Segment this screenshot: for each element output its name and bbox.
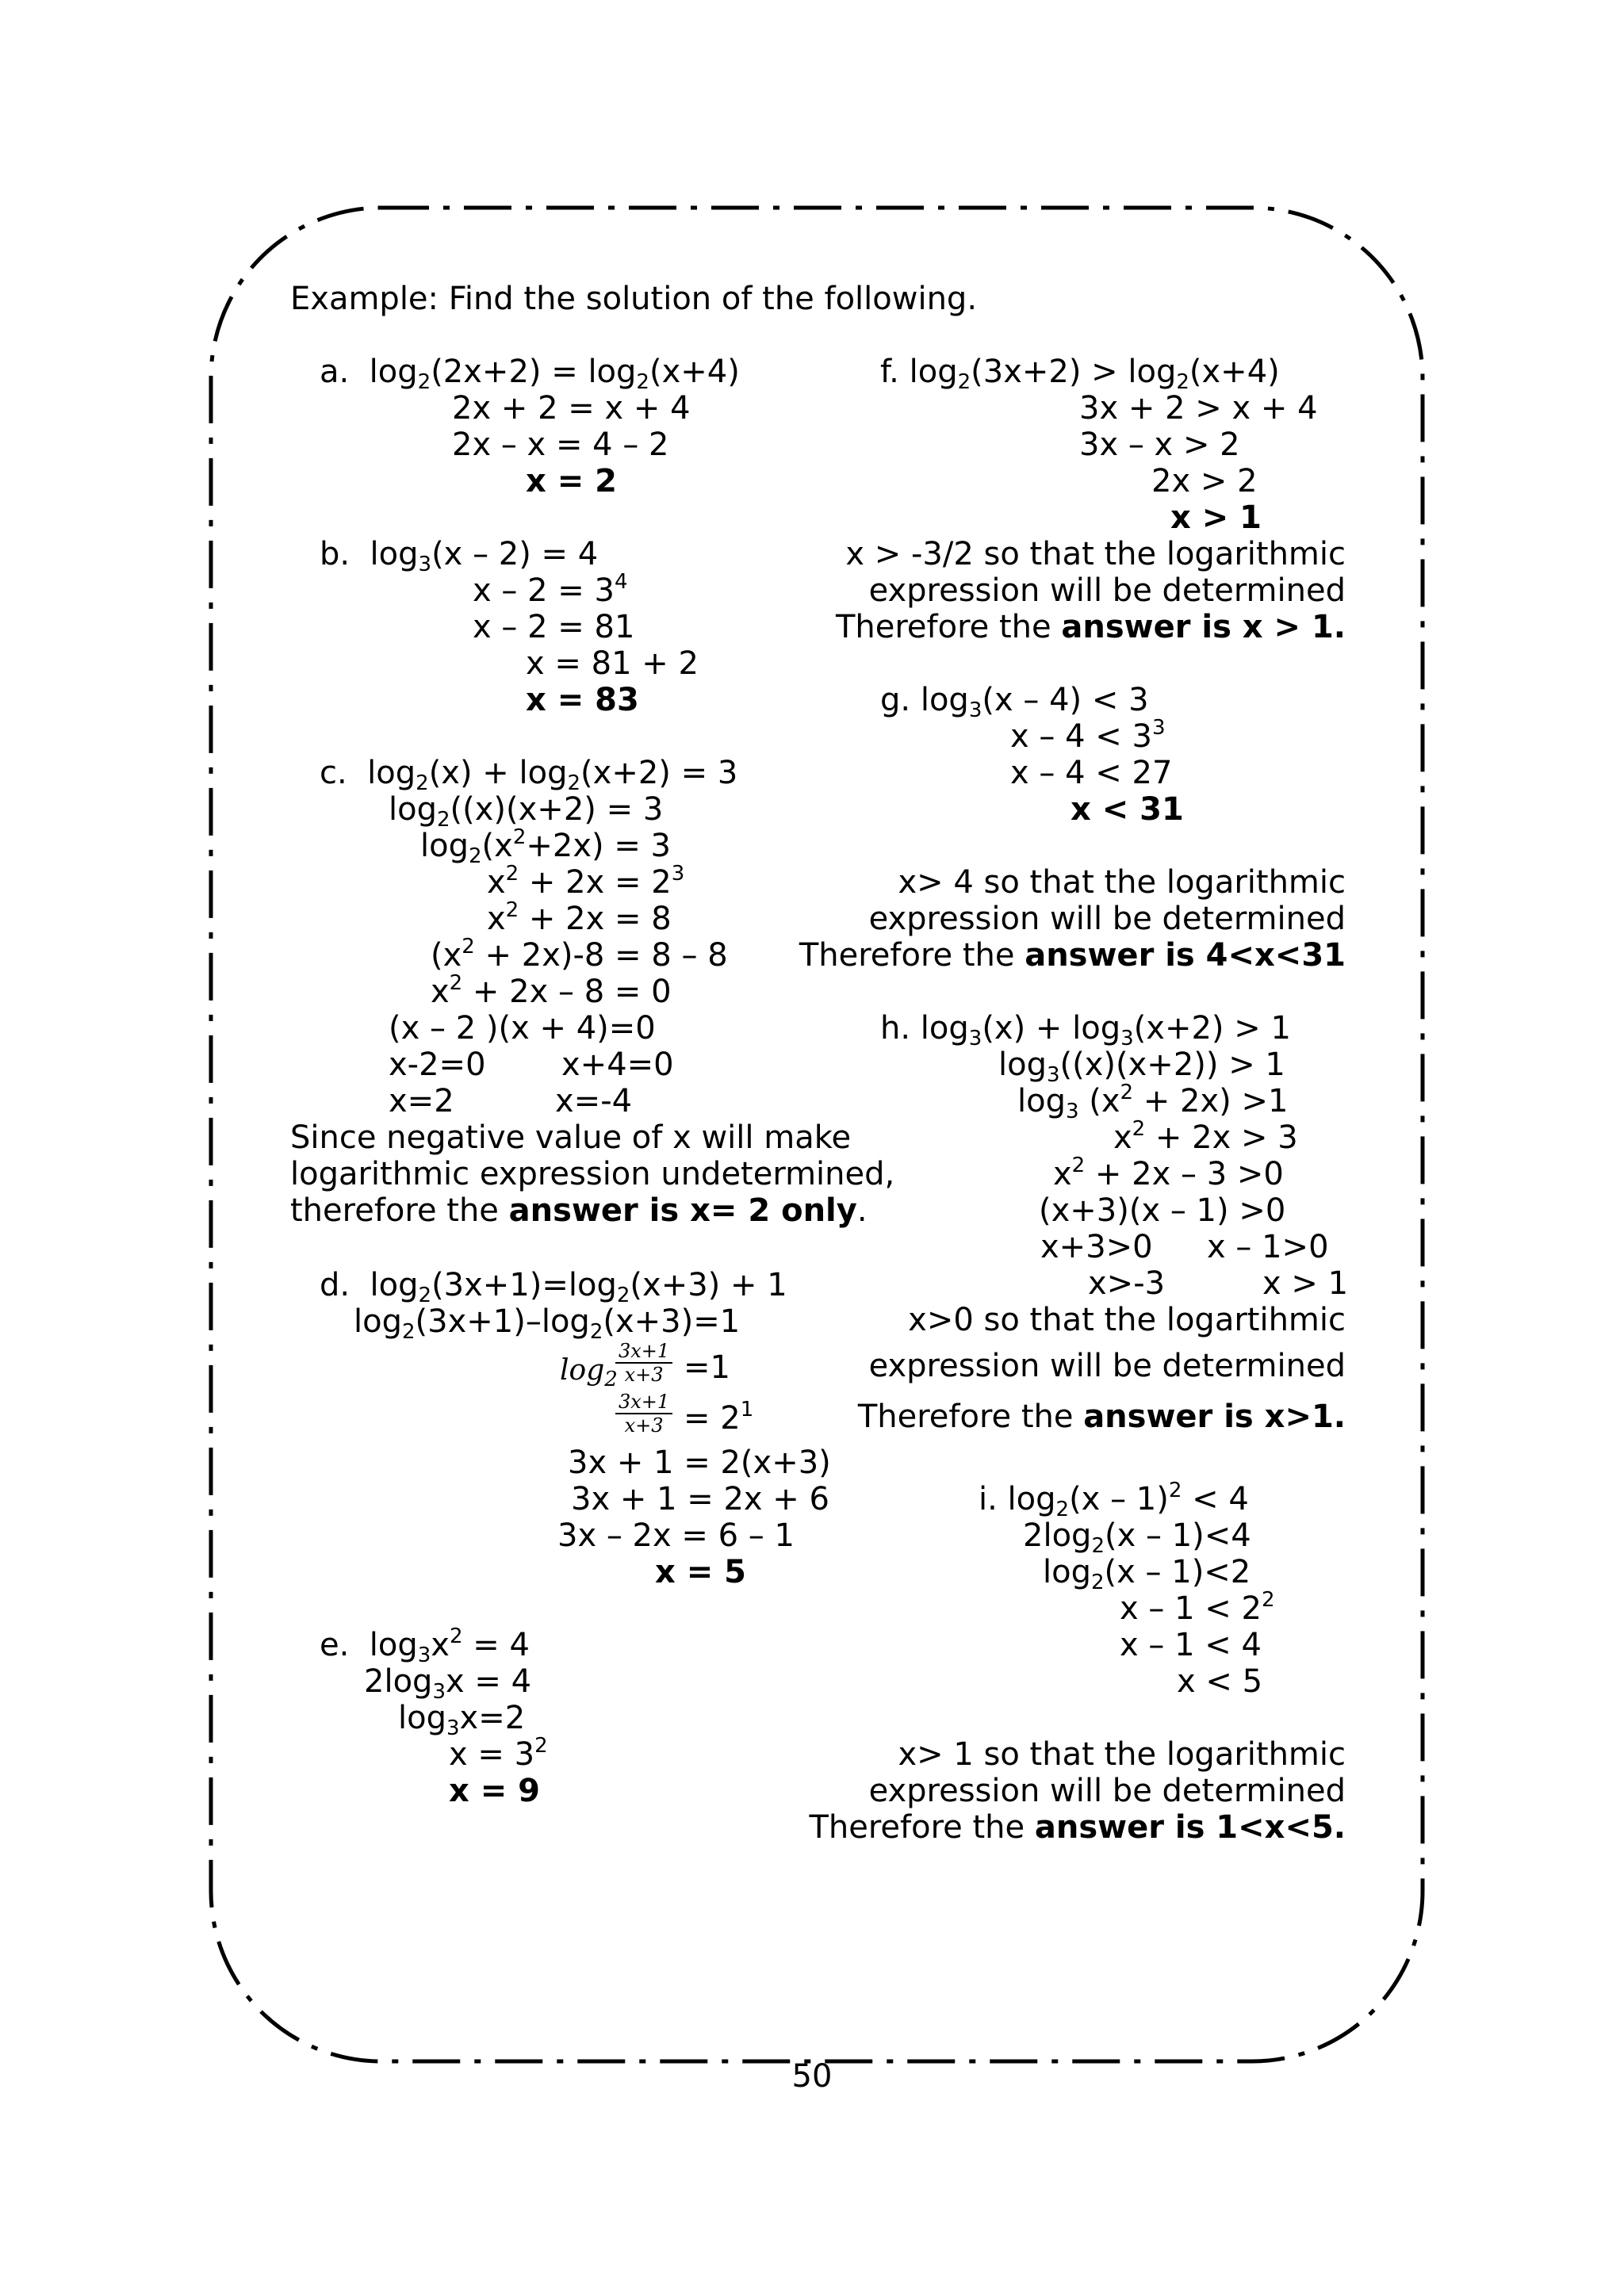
problem-h-step: x – 1>0 xyxy=(1207,1229,1329,1265)
problem-a-step: 2x – x = 4 – 2 xyxy=(452,427,669,463)
problem-h-note: expression will be determined xyxy=(868,1348,1346,1384)
problem-e-step: $\log_3x=2$ xyxy=(398,1700,526,1740)
problem-a-statement: a. $\log_2(2x+2) = \log_2(x+4)$ xyxy=(320,354,740,394)
problem-i-note: x> 1 so that the logarithmic xyxy=(898,1736,1346,1773)
problem-h-conclusion: Therefore the answer is x>1. xyxy=(857,1399,1346,1435)
problem-g-step: x – 4 < 27 xyxy=(1010,755,1173,791)
problem-d-fraction: $\frac{3x+1}{x+3}$ xyxy=(615,1391,672,1437)
problem-c-conclusion: therefore the answer is x= 2 only. xyxy=(290,1192,868,1229)
problem-h-step: x>-3 xyxy=(1088,1265,1166,1302)
problem-d-fraction: $\frac{3x+1}{x+3}$ xyxy=(615,1340,672,1386)
problem-c-step: $x^2 + 2x = 2^3$ xyxy=(487,862,685,901)
problem-d-step: =1 xyxy=(684,1349,730,1386)
problem-d-step: 3x + 1 = 2x + 6 xyxy=(571,1481,829,1517)
problem-b-step: x = 81 + 2 xyxy=(526,645,699,682)
problem-h-statement: h. $\log_3(x) + \log_3(x+2) > 1$ xyxy=(880,1010,1291,1050)
problem-f-conclusion: Therefore the answer is x > 1. xyxy=(835,609,1346,645)
problem-g-step: $x - 4 < 3^3$ xyxy=(1010,716,1166,755)
problem-a-answer: x = 2 xyxy=(526,463,617,499)
problem-f-note: expression will be determined xyxy=(868,572,1346,609)
problem-c-step: $(x^2 + 2x)-8 = 8 - 8$ xyxy=(431,935,728,974)
problem-c-step: x=-4 xyxy=(555,1083,633,1119)
problem-d-step: = $2^1$ xyxy=(684,1398,754,1437)
problem-g-note: x> 4 so that the logarithmic xyxy=(898,864,1346,901)
problem-c-note: logarithmic expression undetermined, xyxy=(290,1156,895,1192)
problem-c-step: (x – 2 )(x + 4)=0 xyxy=(389,1010,656,1047)
problem-c-step: $x^2 + 2x = 8$ xyxy=(487,898,672,937)
problem-h-step: $\log_3((x)(x+2)) > 1$ xyxy=(998,1047,1285,1087)
intro-text: Example: Find the solution of the following. xyxy=(290,281,978,317)
problem-e-step: $2\log_3x = 4$ xyxy=(364,1663,532,1704)
problem-g-note: expression will be determined xyxy=(868,901,1346,937)
problem-f-step: 3x + 2 > x + 4 xyxy=(1079,390,1318,427)
problem-e-answer: x = 9 xyxy=(449,1773,540,1809)
problem-i-step: $2\log_2(x - 1)<4$ xyxy=(1023,1517,1251,1558)
problem-h-step: x+3>0 xyxy=(1040,1229,1153,1265)
problem-d-step: 3x – 2x = 6 – 1 xyxy=(557,1517,795,1554)
page-number: 50 xyxy=(791,2058,833,2095)
problem-f-statement: f. $\log_2(3x+2) > \log_2(x+4)$ xyxy=(880,354,1280,394)
problem-a-step: 2x + 2 = x + 4 xyxy=(452,390,691,427)
problem-h-step: $x^2 + 2x - 3 >0$ xyxy=(1053,1154,1284,1192)
problem-d-step: $\log_2(3x+1)-\log_2(x+3)=1$ xyxy=(354,1303,741,1344)
problem-g-answer: x < 31 xyxy=(1071,791,1184,828)
problem-c-step: $x^2 + 2x - 8 = 0$ xyxy=(431,971,672,1010)
problem-c-step: $\log_2(x^2+2x) = 3$ xyxy=(420,825,671,868)
problem-c-note: Since negative value of x will make xyxy=(290,1119,852,1156)
problem-f-step: 3x – x > 2 xyxy=(1079,427,1240,463)
problem-b-step: $x - 2 = 3^4$ xyxy=(473,570,628,609)
problem-b-statement: b. $\log_3(x - 2) = 4$ xyxy=(320,536,599,576)
problem-c-statement: c. $\log_2(x) + \log_2(x+2) = 3$ xyxy=(320,755,738,795)
problem-g-statement: g. $\log_3(x - 4) < 3$ xyxy=(880,682,1149,722)
problem-h-note: x>0 so that the logartihmic xyxy=(908,1302,1346,1338)
problem-d-log-label: $\log_2$ xyxy=(560,1354,618,1391)
problem-e-statement: e. $\log_3x^2 = 4$ xyxy=(320,1624,530,1667)
problem-c-step: x-2=0 xyxy=(389,1047,486,1083)
problem-h-step: $\log_3 (x^2 + 2x) >1$ xyxy=(1017,1081,1289,1123)
problem-h-step: (x+3)(x – 1) >0 xyxy=(1039,1192,1286,1229)
problem-i-step: $\log_2(x - 1)<2$ xyxy=(1043,1554,1251,1594)
problem-d-statement: d. $\log_2(3x+1)=\log_2(x+3) + 1$ xyxy=(320,1267,787,1307)
problem-b-answer: x = 83 xyxy=(526,682,639,718)
problem-i-statement: i. $\log_2(x - 1)^2 < 4$ xyxy=(979,1479,1249,1521)
problem-c-step: x+4=0 xyxy=(561,1047,674,1083)
problem-i-conclusion: Therefore the answer is 1<x<5. xyxy=(809,1809,1346,1846)
problem-d-step: 3x + 1 = 2(x+3) xyxy=(568,1445,831,1481)
problem-b-step: x – 2 = 81 xyxy=(473,609,635,645)
problem-d-answer: x = 5 xyxy=(655,1554,746,1590)
problem-e-step: $x = 3^2$ xyxy=(449,1734,548,1773)
problem-i-step: x < 5 xyxy=(1177,1663,1263,1700)
problem-c-step: $\log_2((x)(x+2) = 3$ xyxy=(389,791,664,832)
problem-g-conclusion: Therefore the answer is 4<x<31 xyxy=(799,937,1346,974)
problem-i-note: expression will be determined xyxy=(868,1773,1346,1809)
problem-h-step: x > 1 xyxy=(1262,1265,1349,1302)
problem-f-step: 2x > 2 xyxy=(1151,463,1258,499)
problem-h-step: $x^2 + 2x > 3$ xyxy=(1113,1117,1298,1156)
problem-f-answer: x > 1 xyxy=(1170,499,1262,536)
problem-c-step: x=2 xyxy=(389,1083,454,1119)
problem-f-note: x > -3/2 so that the logarithmic xyxy=(845,536,1346,572)
problem-i-step: $x - 1 < 2^2$ xyxy=(1120,1588,1275,1627)
problem-i-step: x – 1 < 4 xyxy=(1120,1627,1262,1663)
